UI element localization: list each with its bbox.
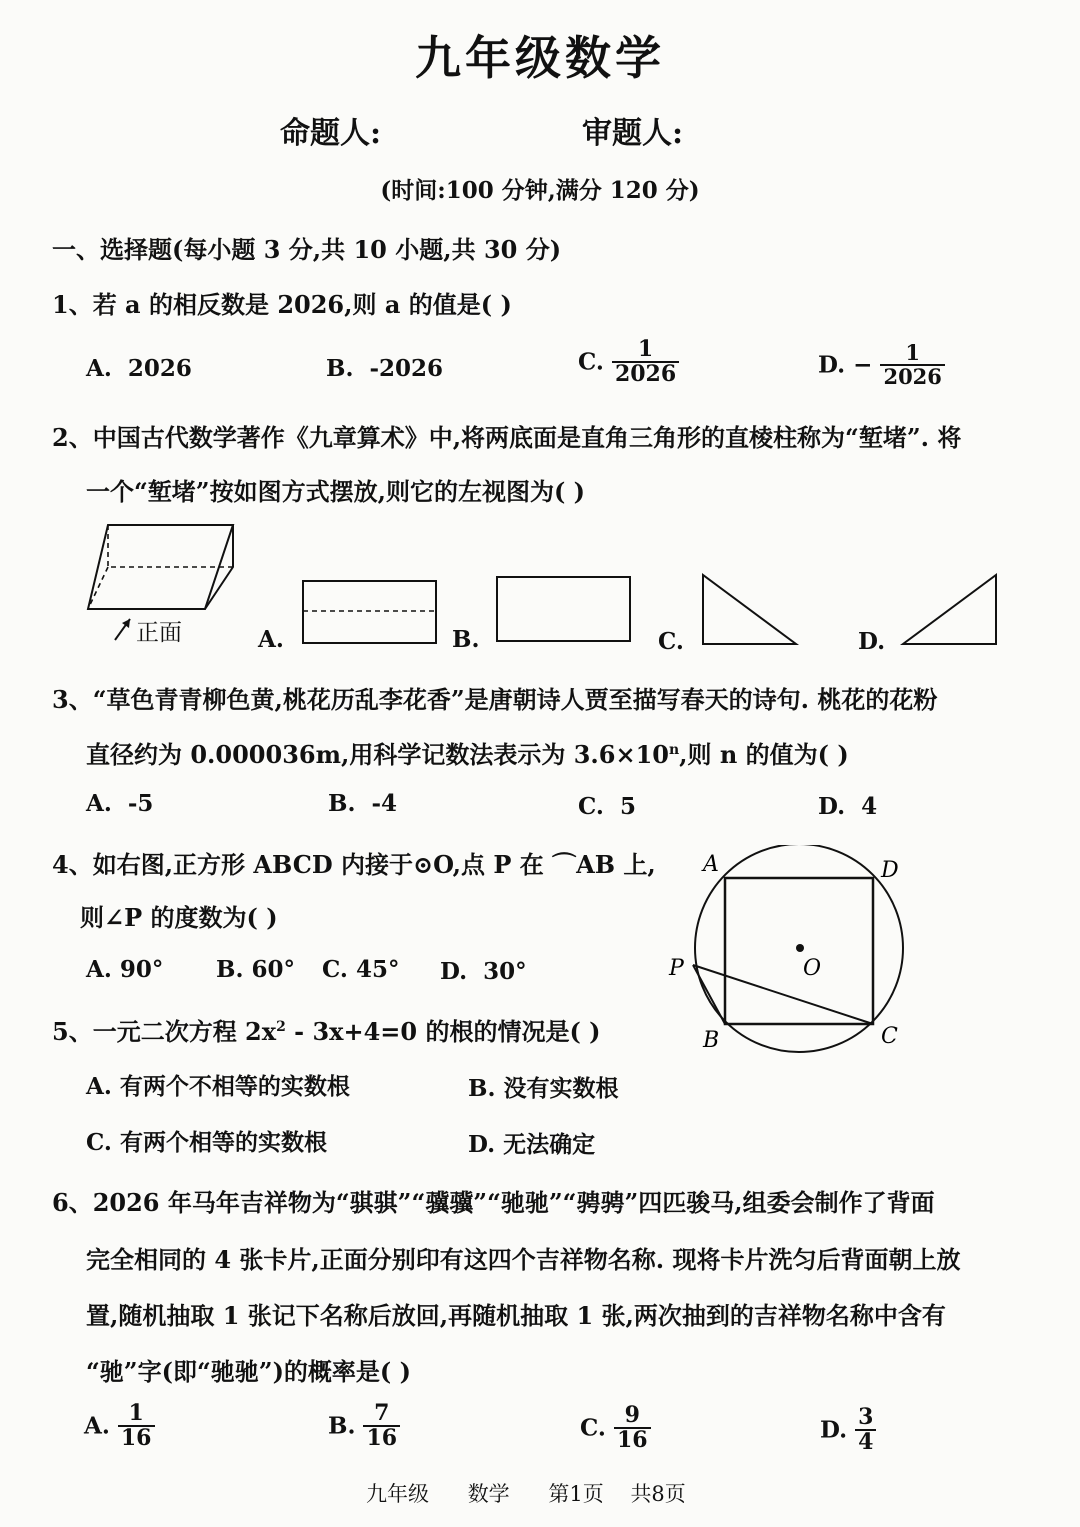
section-heading: 一、选择题(每小题 3 分,共 10 小题,共 30 分): [52, 235, 562, 264]
q4-option-a: A. 90°: [86, 956, 164, 983]
q2-option-d-label: D.: [858, 628, 886, 655]
q3-stem-line1: 3、“草色青青柳色黄,桃花历乱李花香”是唐朝诗人贾至描写春天的诗句. 桃花的花粉: [52, 685, 938, 714]
q1-option-b: B. -2026: [326, 355, 444, 382]
q6-option-b: B. $\frac{7}{16}$: [328, 1402, 400, 1450]
q5-option-c: C. 有两个相等的实数根: [86, 1129, 327, 1156]
q2-option-d-figure: [900, 572, 1000, 648]
q3-stem-line2: 直径约为 0.000036m,用科学记数法表示为 $3.6\times 10^n$,则 n 的值为( ): [86, 740, 849, 769]
page-footer: [366, 1478, 718, 1508]
q1-option-a: A. 2026: [86, 355, 192, 382]
point-p-label: P: [669, 956, 684, 981]
q4-stem-line1: 4、如右图,正方形 ABCD 内接于⊙O,点 P 在 ⌒AB 上,: [52, 850, 656, 879]
q4-option-c: C. 45°: [322, 956, 400, 983]
author-label: 命题人:: [280, 116, 382, 151]
q6-option-a: A. $\frac{1}{16}$: [84, 1402, 155, 1450]
circle-square-figure: [665, 845, 915, 1060]
q5-stem: 5、一元二次方程 $2x^2 - 3x+4=0$ 的根的情况是( ): [52, 1017, 601, 1046]
q1-stem: 1、若 a 的相反数是 2026,则 a 的值是( ): [52, 290, 512, 319]
q6-stem-line3: 置,随机抽取 1 张记下名称后放回,再随机抽取 1 张,两次抽到的吉祥物名称中含有: [86, 1301, 946, 1330]
front-view-label: 正面: [136, 620, 182, 646]
q5-option-a: A. 有两个不相等的实数根: [86, 1073, 350, 1100]
footer-total: 共8页: [630, 1482, 686, 1506]
q2-option-a-label: A.: [258, 626, 284, 653]
q5-option-b: B. 没有实数根: [468, 1075, 619, 1102]
q3-option-a: A. -5: [86, 790, 154, 817]
q4-stem-line2: 则∠P 的度数为( ): [80, 903, 278, 932]
point-c-label: C: [881, 1024, 898, 1049]
time-info: (时间:100 分钟,满分 120 分): [380, 177, 700, 204]
footer-grade: 九年级: [366, 1482, 429, 1506]
footer-subject: 数学: [467, 1482, 510, 1506]
q2-stem-line1: 2、中国古代数学著作《九章算术》中,将两底面是直角三角形的直棱柱称为“堑堵”. 将: [52, 423, 962, 452]
q2-option-b-figure: [494, 574, 634, 646]
q6-option-c: C. $\frac{9}{16}$: [580, 1404, 651, 1452]
q4-option-b: B. 60°: [216, 956, 295, 983]
q2-option-c-figure: [700, 572, 800, 648]
point-a-label: A: [703, 852, 719, 877]
q6-stem-line4: “驰”字(即“驰驰”)的概率是( ): [86, 1357, 411, 1386]
q6-stem-line1: 6、2026 年马年吉祥物为“骐骐”“骥骥”“驰驰”“骋骋”四匹骏马,组委会制作了背面: [52, 1188, 935, 1217]
q3-option-d: D. 4: [818, 793, 878, 820]
q3-option-c: C. 5: [578, 793, 636, 820]
q2-option-c-label: C.: [658, 628, 684, 655]
q1-option-c: C. $\frac{1}{2026}$: [578, 338, 679, 386]
point-o-label: O: [803, 956, 822, 981]
q2-option-a-figure: [300, 578, 440, 648]
point-d-label: D: [881, 858, 899, 883]
q1-option-d: D. − $\frac{1}{2026}$: [818, 342, 945, 388]
q3-option-b: B. -4: [328, 790, 398, 817]
q6-option-d: D. $\frac{3}{4}$: [820, 1406, 876, 1454]
q4-option-d: D. 30°: [440, 958, 527, 985]
q2-stem-line2: 一个“堑堵”按如图方式摆放,则它的左视图为( ): [86, 477, 586, 506]
page-title: 九年级数学: [415, 31, 665, 85]
q2-option-b-label: B.: [452, 626, 480, 653]
q5-option-d: D. 无法确定: [468, 1131, 596, 1158]
footer-page: 第1页: [548, 1482, 604, 1506]
q6-stem-line2: 完全相同的 4 张卡片,正面分别印有这四个吉祥物名称. 现将卡片洗匀后背面朝上放: [86, 1245, 961, 1274]
reviewer-label: 审题人:: [582, 116, 684, 151]
point-b-label: B: [703, 1028, 720, 1053]
